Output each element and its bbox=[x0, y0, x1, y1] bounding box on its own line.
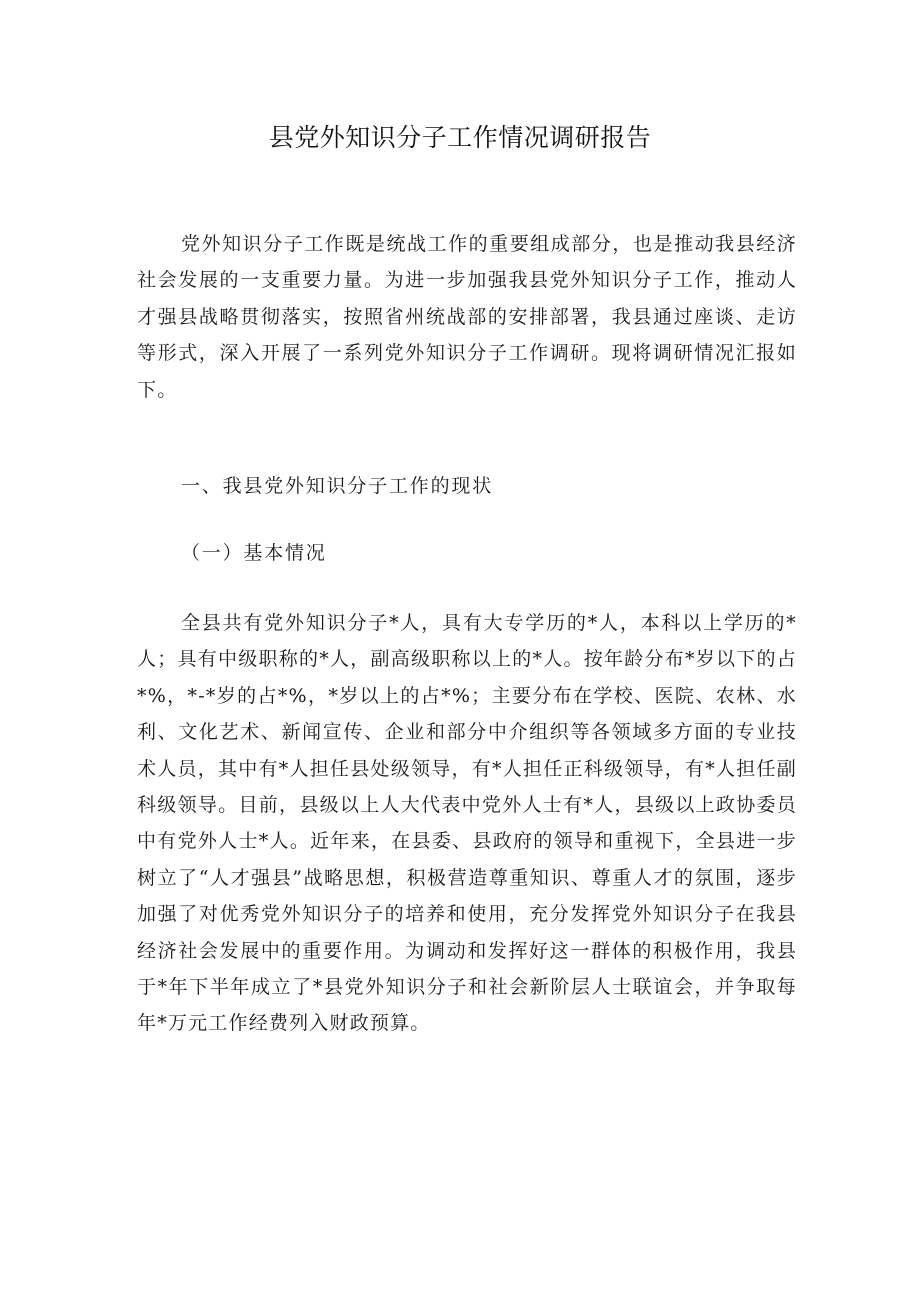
document-title: 县党外知识分子工作情况调研报告 bbox=[268, 123, 652, 152]
section-heading: 一、我县党外知识分子工作的现状 bbox=[181, 475, 494, 497]
intro-paragraph: 党外知识分子工作既是统战工作的重要组成部分，也是推动我县经济社会发展的一支重要力量。为进一步加强我县党外知识分子工作，推动人才强县战略贯彻落实，按照省州统战部的安排部署，我县通过座谈、走访等形式，深入开展了一系列党外知识分子工作调研。现将调研情况汇报如下。 bbox=[137, 233, 797, 401]
subsection-heading: （一）基本情况 bbox=[181, 542, 327, 564]
basic-situation-paragraph: 全县共有党外知识分子*人，具有大专学历的*人，本科以上学历的*人；具有中级职称的*人，副高级职称以上的*人。按年龄分布*岁以下的占*%，*-*岁的占*%，*岁以上的占*%；主要分布在学校、医院、农林、水利、文化艺术、新闻宣传、企业和部分中介组织等各领域多方面的专业技术人员，其中有*人担任县处级领导，有*人担任正科级领导，有*人担任副科级领导。目前，县级以上人大代表中党外人士有*人，县级以上政协委员中有党外人士*人。近年来，在县委、县政府的领导和重视下，全县进一步树立了“人才强县”战略思想，积极营造尊重知识、尊重人才的氛围，逐步加强了对优秀党外知识分子的培养和使用，充分发挥党外知识分子在我县经济社会发展中的重要作用。为调动和发挥好这一群体的积极作用，我县于*年下半年成立了*县党外知识分子和社会新阶层人士联谊会，并争取每年*万元工作经费列入财政预算。 bbox=[137, 612, 797, 1035]
